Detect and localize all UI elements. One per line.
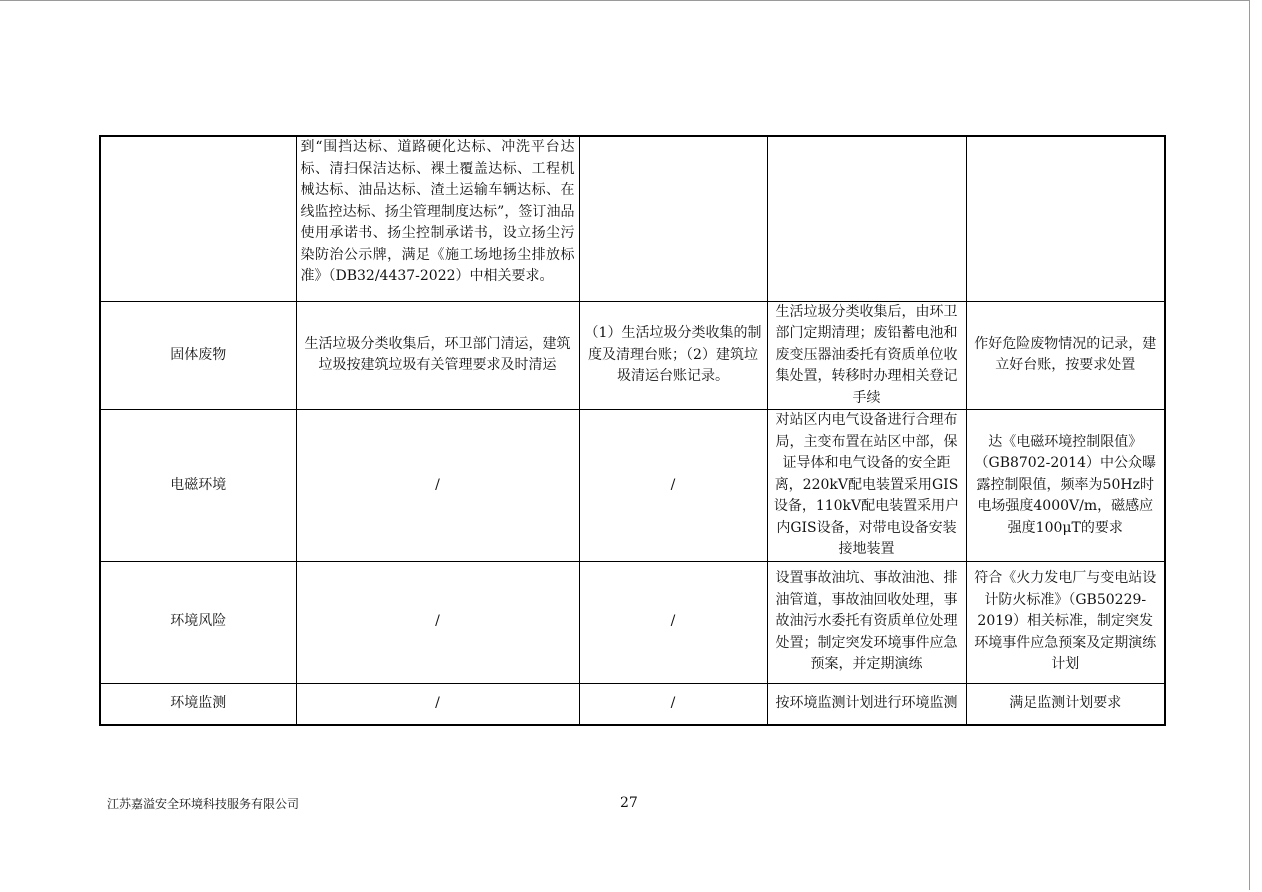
- measures-cell: /: [296, 561, 579, 683]
- table-cell: （1）生活垃圾分类收集的制度及清理台账；（2）建筑垃圾清运台账记录。: [579, 301, 767, 410]
- table-cell: 满足监测计划要求: [966, 683, 1165, 725]
- table-cell: 生活垃圾分类收集后，由环卫部门定期清理；废铅蓄电池和废变压器油委托有资质单位收集处置，转移时办理相关登记手续: [767, 301, 966, 410]
- table-cell: [966, 136, 1165, 301]
- table-cell: 达《电磁环境控制限值》（GB8702-2014）中公众曝露控制限值，频率为50Hz时电场强度4000V/m，磁感应强度100μT的要求: [966, 410, 1165, 562]
- table-cell: /: [579, 561, 767, 683]
- category-cell: 固体废物: [100, 301, 296, 410]
- category-cell: [100, 136, 296, 301]
- category-cell: 环境风险: [100, 561, 296, 683]
- page-number: 27: [620, 795, 638, 811]
- measures-cell: 生活垃圾分类收集后，环卫部门清运，建筑垃圾按建筑垃圾有关管理要求及时清运: [296, 301, 579, 410]
- table-row: [100, 683, 1165, 725]
- measures-cell: 到“围挡达标、道路硬化达标、冲洗平台达标、清扫保洁达标、裸土覆盖达标、工程机械达标、油品达标、渣土运输车辆达标、在线监控达标、扬尘管理制度达标”，签订油品使用承诺书、扬尘控制承诺书，设立扬尘污染防治公示牌，满足《施工场地扬尘排放标准》（DB32/4437-2022）中相关要求。: [296, 136, 579, 301]
- table-cell: 符合《火力发电厂与变电站设计防火标准》（GB50229-2019）相关标准，制定突发环境事件应急预案及定期演练计划: [966, 561, 1165, 683]
- footer-company: 江苏嘉溢安全环境科技服务有限公司: [107, 797, 300, 811]
- table-cell: [767, 136, 966, 301]
- table-row: [100, 561, 1165, 683]
- table-row: [100, 410, 1165, 562]
- environmental-measures-table: [99, 135, 1166, 726]
- table-cell: 按环境监测计划进行环境监测: [767, 683, 966, 725]
- measures-cell: /: [296, 683, 579, 725]
- table-cell: /: [579, 410, 767, 562]
- table-cell: 对站区内电气设备进行合理布局，主变布置在站区中部，保证导体和电气设备的安全距离，220kV配电装置采用GIS设备，110kV配电装置采用户内GIS设备，对带电设备安装接地装置: [767, 410, 966, 562]
- category-cell: 环境监测: [100, 683, 296, 725]
- category-cell: 电磁环境: [100, 410, 296, 562]
- table-row: [100, 136, 1165, 301]
- table-cell: [579, 136, 767, 301]
- table-cell: /: [579, 683, 767, 725]
- measures-cell: /: [296, 410, 579, 562]
- table-cell: 作好危险废物情况的记录，建立好台账，按要求处置: [966, 301, 1165, 410]
- table-row: [100, 301, 1165, 410]
- table-cell: 设置事故油坑、事故油池、排油管道，事故油回收处理，事故油污水委托有资质单位处理处置；制定突发环境事件应急预案，并定期演练: [767, 561, 966, 683]
